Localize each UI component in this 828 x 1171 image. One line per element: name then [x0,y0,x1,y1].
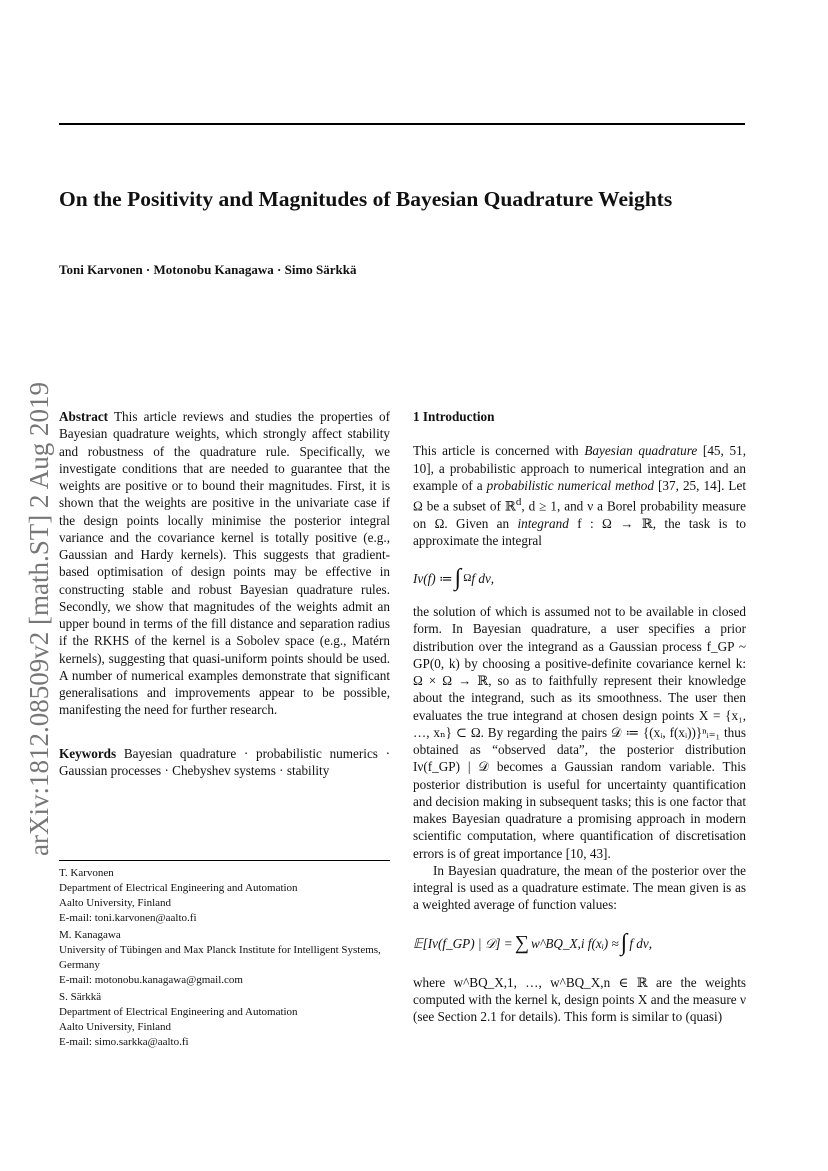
text-run: [45, 51, 10], a probabilistic approach to numerical integration and an example of a [413,443,746,493]
footnote-rule [59,860,390,861]
equation-integral [413,555,746,601]
affil-dept: Department of Electrical Engineering and Automation [59,882,298,894]
eq-lhs: Iν(f) ≔ [413,570,453,586]
affil-email: E-mail: toni.karvonen@aalto.fi [59,912,197,924]
intro-paragraph-2: the solution of which is assumed not to be available in closed form. In Bayesian quadrature, a user specifies a prior distribution over the integrand as a Gaussian process f_GP ~ GP(0, k) by choosing a positive-definite covariance kernel k: Ω × Ω → ℝ, so as to faithfully represent their knowledge about the integrand, such as its smoothness. The user then evaluates the true integrand at chosen design points X = {x₁, …, xₙ} ⊂ Ω. By regarding the pairs 𝒟 ≔ {(xᵢ, f(xᵢ))}ⁿᵢ₌₁ thus obtained as “observed data”, the posterior distribution Iν(f_GP) | 𝒟 becomes a Gaussian random variable. This posterior distribution is useful for uncertainty quantification and decision making in subsequent tasks; this is one factor that makes Bayesian quadrature a promising approach in modern scientific computation, where quantification of discretisation errors is of great importance [10, 43]. [413,604,746,861]
emphasis: probabilistic numerical method [486,477,654,493]
emphasis: Bayesian quadrature [584,443,698,459]
left-column [59,408,390,779]
affil-dept: Department of Electrical Engineering and Automation [59,1006,298,1018]
affil-name: M. Kanagawa [59,929,121,941]
text-run: [37, 25, 14]. Let Ω be a subset of ℝ [413,477,746,514]
intro-paragraph-1 [413,442,746,549]
abstract [59,408,390,719]
abstract-heading: Abstract [59,409,109,424]
keywords [59,745,390,780]
affil-email: E-mail: simo.sarkka@aalto.fi [59,1036,189,1048]
affiliation-sarkka [59,990,399,1050]
eq-mid: w^BQ_X,i f(xᵢ) ≈ [530,936,619,952]
eq-rhs: f dν, [629,936,653,952]
text-run: f : Ω → ℝ, the task is to approximate the integral [413,515,746,548]
text-run: This article is concerned with [413,443,585,459]
superscript: d [515,496,522,508]
sum-sign: ∑ [514,932,529,955]
integral-sign: ∫ [454,564,462,591]
keywords-text: Bayesian quadrature · probabilistic numerics · Gaussian processes · Chebyshev systems · stability [59,745,390,778]
section-heading: 1 Introduction [413,409,495,424]
affil-name: T. Karvonen [59,867,114,879]
paper-title: On the Positivity and Magnitudes of Bayesian Quadrature Weights [59,187,673,211]
equation-posterior-mean [413,920,746,968]
affil-dept: University of Tübingen and Max Planck Institute for Intelligent Systems, Germany [59,944,381,971]
affil-email: E-mail: motonobu.kanagawa@gmail.com [59,974,243,986]
author-list: Toni Karvonen · Motonobu Kanagawa · Simo Särkkä [59,262,357,277]
emphasis: integrand [517,515,569,531]
text-run: , d ≥ 1, and ν a Borel probability measure on Ω. Given an [413,498,747,531]
intro-paragraph-3: In Bayesian quadrature, the mean of the posterior over the integral is used as a quadrature estimate. The mean given is as a weighted average of function values: [413,862,746,913]
keywords-heading: Keywords [59,745,117,761]
right-column [413,408,746,1025]
eq-rhs: f dν, [471,570,495,586]
affil-inst: Aalto University, Finland [59,897,172,909]
affiliation-karvonen [59,866,399,926]
affiliation-kanagawa [59,928,399,988]
arxiv-identifier: arXiv:1812.08509v2 [math.ST] 2 Aug 2019 [24,382,54,856]
affil-name: S. Särkkä [59,991,102,1003]
eq-lhs: 𝔼[Iν(f_GP) | 𝒟] = [413,936,513,952]
integral-sign: ∫ [620,930,628,957]
intro-paragraph-4: where w^BQ_X,1, …, w^BQ_X,n ∈ ℝ are the weights computed with the kernel k, design points X and the measure ν (see Section 2.1 for details). This form is similar to (quasi) [413,974,746,1025]
top-rule [59,123,745,125]
eq-subscript: Ω [463,571,472,584]
affil-inst: Aalto University, Finland [59,1021,172,1033]
abstract-text: This article reviews and studies the properties of Bayesian quadrature weights, which strongly affect stability and robustness of the quadrature rule. Specifically, we investigate conditions that are needed to guarantee that the weights are positive or to bound their magnitudes. First, it is shown that the weights are positive in the univariate case if the design points locally minimise the posterior integral variance and the covariance kernel is totally positive (e.g., Gaussian and Hardy kernels). This suggests that gradient-based optimisation of design points may be effective in constructing stable and robust Bayesian quadrature rules. Secondly, we show that magnitudes of the weights admit an upper bound in terms of the fill distance and separation radius if the RKHS of the kernel is a Sobolev space (e.g., Matérn kernels), suggesting that quasi-uniform points should be used. A number of numerical examples demonstrate that significant generalisations and improvements appear to be possible, manifesting the need for further research. [59,409,390,718]
